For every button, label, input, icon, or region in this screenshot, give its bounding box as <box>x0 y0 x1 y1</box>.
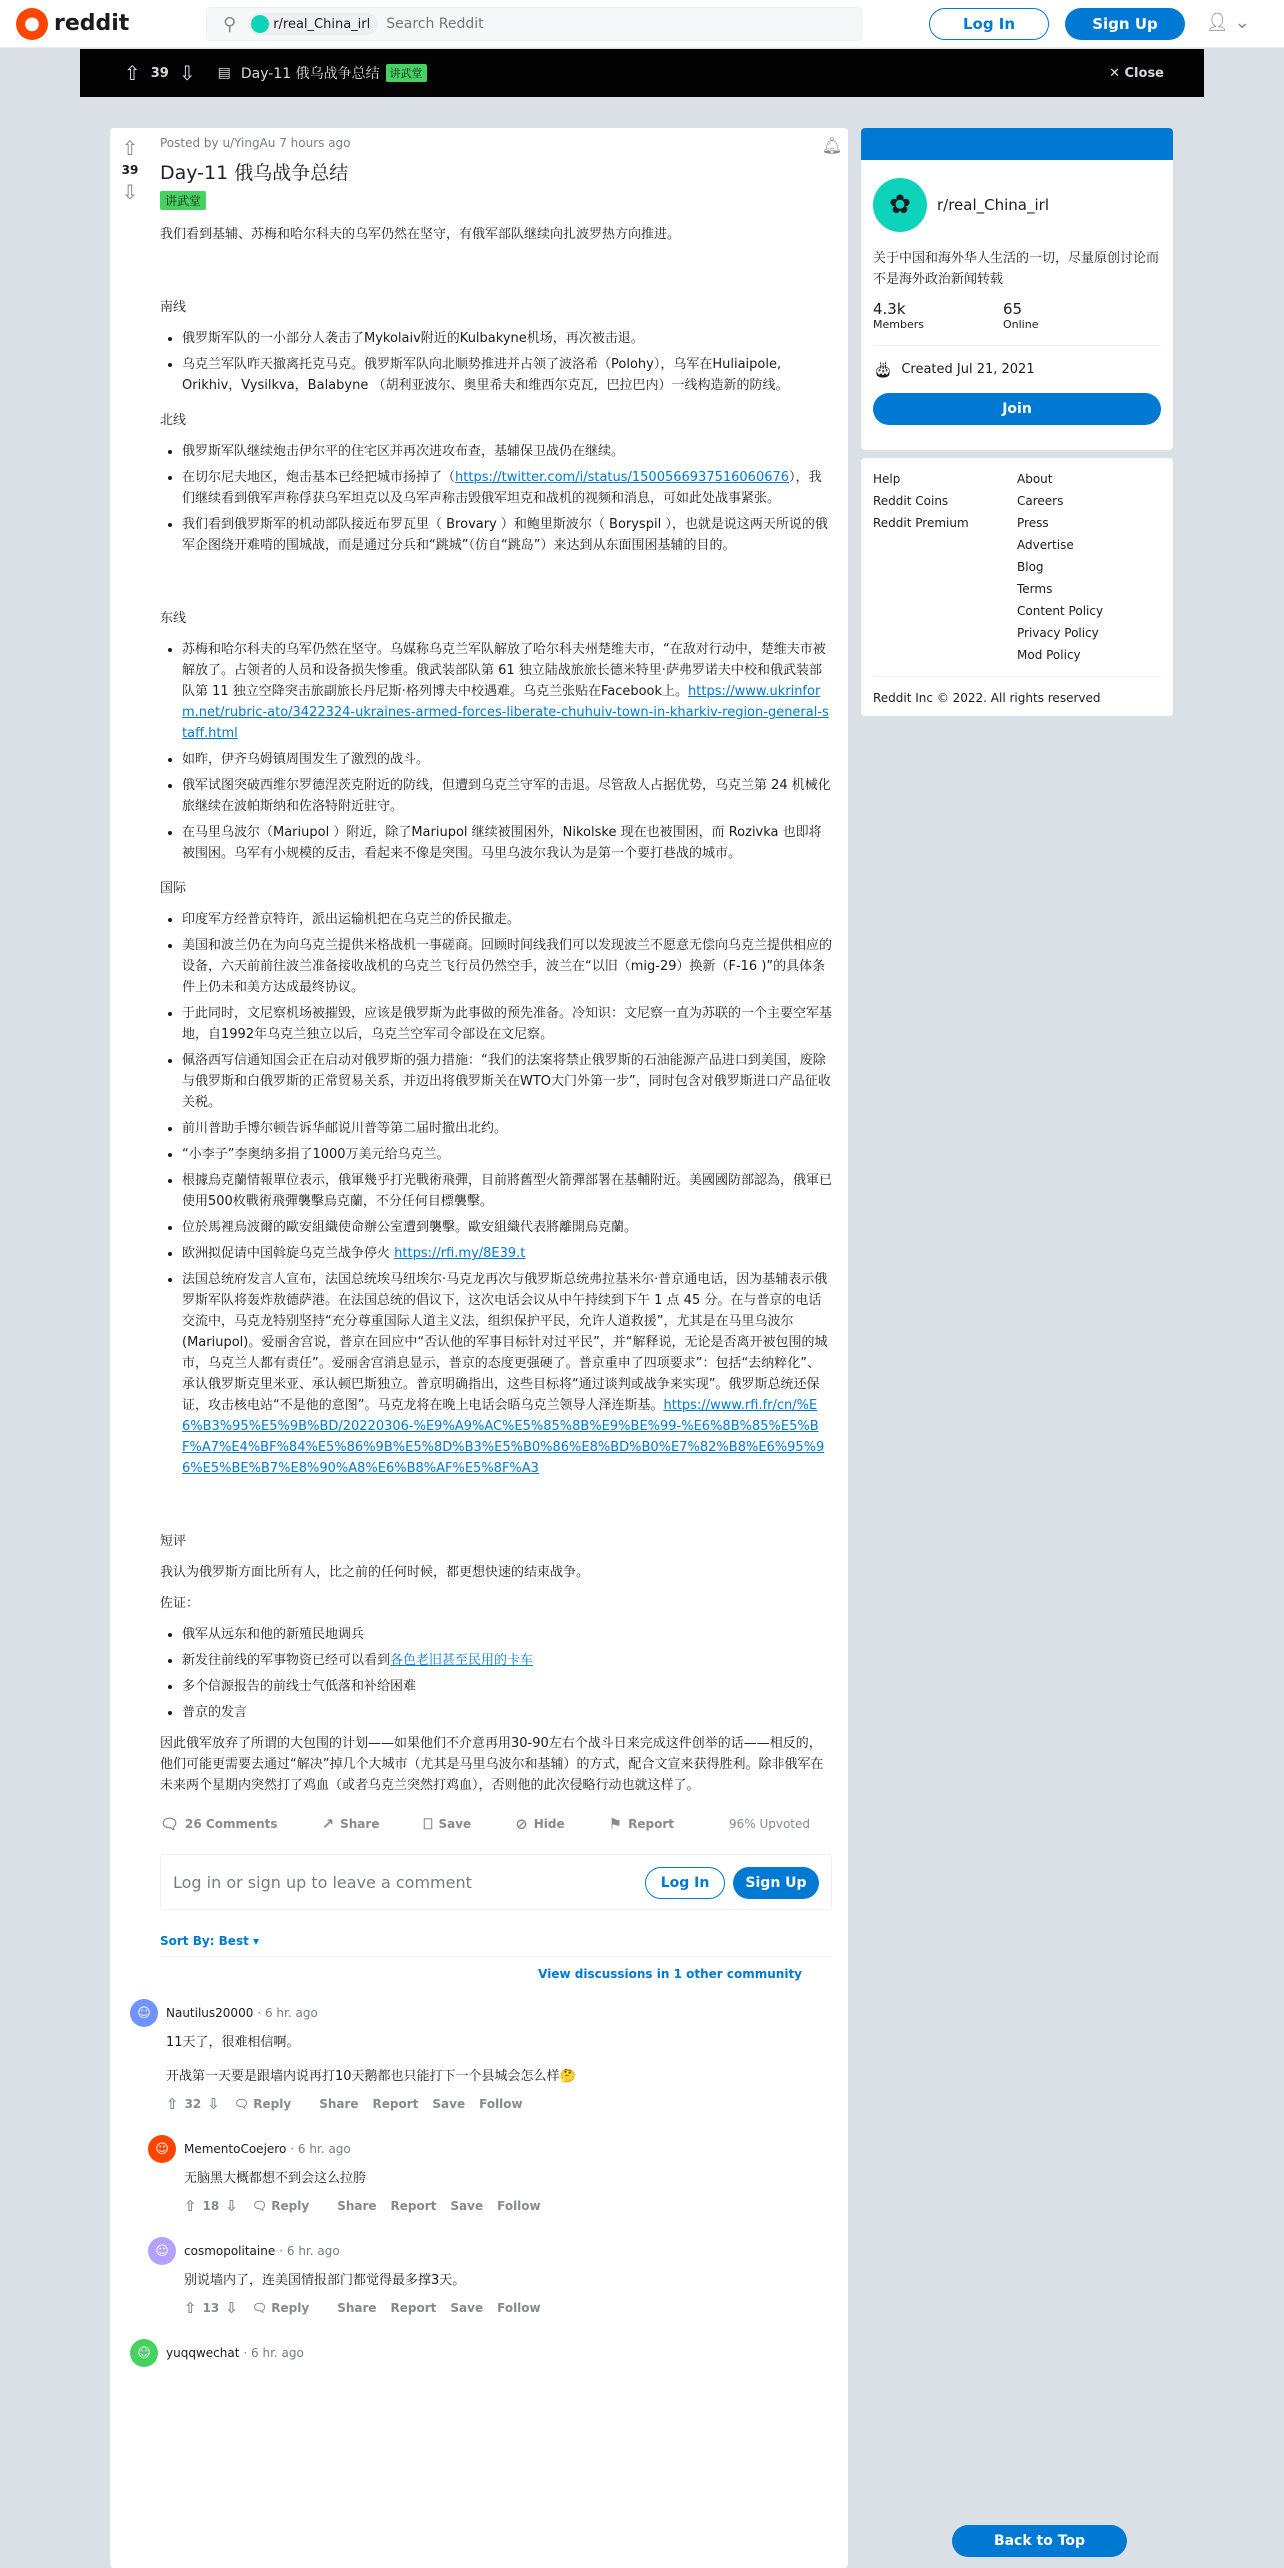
comment-login-prompt: Log in or sign up to leave a comment <box>173 1872 472 1892</box>
comment-username[interactable]: MementoCoejero <box>184 2142 287 2156</box>
footer-links-col1 <box>873 472 1017 670</box>
comment-share-button[interactable]: Share <box>337 2301 377 2315</box>
comment-upvote-icon[interactable]: ⇧ <box>184 2197 197 2215</box>
divider <box>873 345 1161 346</box>
list-item-text: 法国总统府发言人宣布，法国总统埃马纽埃尔·马克龙再次与俄罗斯总统弗拉基米尔·普京通电话，因为基辅表示俄罗斯军队将轰炸敖德萨港。在法国总统的倡议下，这次电话会议从中午持续到下午 1 点 45 分。在与普京的电话交流中，马克龙特别坚持“充分尊重国际人道主义法，组织保护平民，允许人道救援”，尤其是在马里乌波尔(Mariupol)。爱丽舍宫说，普京在回应中“否认他的军事目标针对过平民”，并“解释说，无论是否离开被包围的城市，乌克兰人都有责任”。爱丽舍宫消息显示，普京的态度更强硬了。普京重申了四项要求”：包括“去纳粹化”、承认俄罗斯克里米亚、承认顿巴斯独立。普京明确指出，这些目标将“通过谈判或战争来实现”。俄罗斯总统还保证，攻击核电站“不是他的意图”。马克龙将在晚上电话会晤乌克兰领导人泽连斯基。 <box>182 1272 828 1413</box>
comment-login-button[interactable]: Log In <box>645 1867 725 1899</box>
comment-upvote-icon[interactable]: ⇧ <box>184 2299 197 2317</box>
post-card <box>110 128 848 2568</box>
save-label: Save <box>438 1817 472 1831</box>
post-intro: 我们看到基辅、苏梅和哈尔科夫的乌军仍然在坚守，有俄军部队继续向扎波罗热方向推进。 <box>160 227 681 242</box>
comment-downvote-icon[interactable]: ⇩ <box>225 2299 238 2317</box>
comment-login-box <box>160 1854 832 1910</box>
comment <box>130 2339 832 2367</box>
inline-link[interactable]: 各色老旧甚至民用的卡车 <box>390 1653 534 1668</box>
footer-link[interactable]: Help <box>873 472 901 486</box>
list-item <box>182 1118 832 1139</box>
list-item-text: 美国和波兰仍在为向乌克兰提供米格战机一事磋商。回顾时间线我们可以发现波兰不愿意无偿向乌克兰提供相应的设备，六天前前往波兰准备接收战机的乌克兰飞行员仍然空手，波兰在“以旧（mig-29）换新（F-16 )”的具体条件上仍未和美方达成最终协议。 <box>182 938 833 995</box>
comment-upvote-icon[interactable]: ⇧ <box>166 2095 179 2113</box>
post-votes: 39 <box>121 163 139 177</box>
comment-text: 别说墙内了，连美国情报部门都觉得最多撑3天。 <box>184 2273 466 2288</box>
inline-link[interactable]: https://www.rfi.fr/cn/%E6%B3%95%E5%9B%BD/20220306-%E9%A9%AC%E5%85%8B%E9%BE%99-%E6%8B%85%E5%BF%A7%E4%BF%84%E5%86%9B%E5%8D%B3%E5%B0%86%E8%BD%B0%E7%82%B8%E6%95%96%E5%BE%B7%E8%90%A8%E6%B8%AF%E5%8F%A3 <box>182 1398 825 1476</box>
comment-reply-button[interactable]: 🗨︎ Reply <box>233 2097 292 2111</box>
list-item-text: 位於馬裡烏波爾的歐安組織使命辦公室遭到襲擊。歐安組織代表將離開烏克蘭。 <box>182 1220 638 1235</box>
community-avatar-icon[interactable]: ✿ <box>873 178 927 232</box>
comments-button[interactable] <box>160 1815 300 1833</box>
list-item <box>182 935 832 998</box>
conclusion-text: 因此俄军放弃了所谓的大包围的计划——如果他们不介意再用30-90左右个战斗日来完成这件创举的话——相反的，他们可能更需要去通过“解决”掉几个大城市（尤其是马里乌波尔和基辅）的方式，配合文宣来获得胜利。除非俄军在未来两个星期内突然打了鸡血（或者乌克兰突然打鸡血），否则他的此次侵略行动也就这样了。 <box>160 1736 824 1793</box>
community-description: 关于中国和海外华人生活的一切，尽量原创讨论而不是海外政治新闻转载 <box>873 251 1160 287</box>
user-avatar[interactable]: ☺ <box>148 2135 176 2163</box>
list-item-text: 印度军方经普京特许，派出运输机把在乌克兰的侨民撤走。 <box>182 912 521 927</box>
list-item <box>182 1650 832 1671</box>
save-button[interactable] <box>423 1815 493 1833</box>
comment-save-button[interactable]: Save <box>432 2097 466 2111</box>
list-item-text: 我们看到俄罗斯军的机动部队接近布罗瓦里（ Brovary ）和鲍里斯波尔（ Boryspil ），也就是说这两天所说的俄军企图绕开难啃的围城战，而是通过分兵和“跳城”（仿自“跳岛”）来达到从东面围困基辅的目的。 <box>182 517 828 553</box>
comment-downvote-icon[interactable]: ⇩ <box>225 2197 238 2215</box>
reply-label: Reply <box>271 2199 310 2213</box>
footer-link[interactable]: About <box>1017 472 1053 486</box>
section-heading: 国际 <box>160 881 187 896</box>
post-meta: Posted by u/YingAu 7 hours ago <box>160 136 351 150</box>
comment-text: 无脑黑大概都想不到会这么拉胯 <box>184 2171 367 2186</box>
search-community-chip[interactable] <box>248 13 378 35</box>
post-overlay-bar <box>80 49 1204 97</box>
comments-list <box>130 1999 832 2367</box>
list-item <box>182 441 832 462</box>
downvote-icon[interactable]: ⇩ <box>178 61 196 85</box>
list-item-text: 苏梅和哈尔科夫的乌军仍然在坚守。乌媒称乌克兰军队解放了哈尔科夫州楚维夫市，“在敌对行动中，楚维夫市被解放了。占领者的人员和设备损失惨重。俄武装部队第 61 独立陆战旅旅长德米特里·萨弗罗诺夫中校和俄武装部队第 11 独立空降突击旅副旅长丹尼斯·格列博夫中校遇难。乌克兰张贴在Facebook上。 <box>182 642 826 699</box>
list-item-text: 俄罗斯军队继续炮击伊尔平的住宅区并再次进攻布查，基辅保卫战仍在继续。 <box>182 444 625 459</box>
comment-report-button[interactable]: Report <box>390 2199 437 2213</box>
share-icon: ↗ <box>321 1815 335 1833</box>
comment-time: · 6 hr. ago <box>279 2244 340 2258</box>
comment-icon: 🗨︎ <box>160 1815 180 1833</box>
list-item-text: 欧洲拟促请中国斡旋乌克兰战争停火 <box>182 1246 395 1261</box>
notification-bell-icon[interactable]: 🔔︎ <box>821 136 842 155</box>
comment-time: · 6 hr. ago <box>290 2142 351 2156</box>
vote-column <box>110 128 150 204</box>
list-item-text: 根據烏克蘭情報單位表示，俄軍幾乎打光戰術飛彈，目前將舊型火箭彈部署在基輔附近。美國國防部認為，俄軍已使用500枚戰術飛彈襲擊烏克蘭，不分任何目標襲擊。 <box>182 1173 833 1209</box>
cake-icon: 🎂︎ <box>873 360 894 379</box>
inline-link[interactable]: https://rfi.my/8E39.t <box>394 1246 526 1261</box>
reddit-logo[interactable] <box>16 8 129 40</box>
comment-signup-button[interactable]: Sign Up <box>733 1867 819 1899</box>
signup-button[interactable]: Sign Up <box>1065 8 1185 40</box>
comment-reply-button[interactable]: 🗨︎ Reply <box>251 2199 310 2213</box>
user-avatar[interactable]: ☺ <box>130 2339 158 2367</box>
community-icon <box>251 15 269 33</box>
footer-link[interactable]: Advertise <box>1017 538 1074 552</box>
members-label: Members <box>873 318 924 331</box>
comment-share-button[interactable]: Share <box>319 2097 359 2111</box>
list-item-text: 乌克兰军队昨天撤离托克马克。俄罗斯军队向北顺势推进并占领了波洛希（Polohy），乌军在Huliaipole, Orikhiv，Vysilkva，Balabyne （胡利亚波尔、奥里希夫和维西尔克瓦，巴拉巴内）一线构造新的防线。 <box>182 357 789 393</box>
footer-link[interactable]: Press <box>1017 516 1049 530</box>
close-button[interactable] <box>1109 66 1164 81</box>
reply-label: Reply <box>253 2097 292 2111</box>
list-item <box>182 467 832 509</box>
list-item <box>182 909 832 930</box>
comment <box>130 1999 832 2113</box>
footer-link[interactable]: Blog <box>1017 560 1044 574</box>
postbar-flair: 讲武堂 <box>386 64 427 82</box>
upvote-icon[interactable]: ⇧ <box>124 61 141 85</box>
sort-dropdown[interactable] <box>160 1934 832 1948</box>
divider <box>873 676 1161 677</box>
comment-text: 开战第一天要是跟墙内说再打10天鹅都也只能打下一个县城会怎么样🤔 <box>166 2069 576 2084</box>
search-chip-label: r/real_China_irl <box>273 16 371 32</box>
comment-follow-button[interactable]: Follow <box>479 2097 523 2111</box>
footer-link[interactable]: Reddit Coins <box>873 494 949 508</box>
user-menu-icon[interactable]: 👤︎ ⌄ <box>1206 12 1250 33</box>
list-item <box>182 1243 832 1264</box>
review-text: 我认为俄罗斯方面比所有人，比之前的任何时候，都更想快速的结束战争。 <box>160 1565 590 1580</box>
list-item <box>182 514 832 556</box>
comment-report-button[interactable]: Report <box>390 2301 437 2315</box>
section-heading: 北线 <box>160 413 187 428</box>
inline-link[interactable]: https://www.ukrinform.net/rubric-ato/3422324-ukraines-armed-forces-liberate-chuhuiv-town-in-kharkiv-region-general-staff.html <box>182 684 829 741</box>
comment-save-button[interactable]: Save <box>450 2301 484 2315</box>
comment-username[interactable]: yuqqwechat <box>166 2346 240 2360</box>
list-item <box>182 1170 832 1212</box>
list-item <box>182 749 832 770</box>
login-button[interactable]: Log In <box>929 8 1049 40</box>
list-item <box>182 1269 832 1479</box>
list-item <box>182 775 832 817</box>
review-heading: 短评 <box>160 1534 187 1549</box>
user-avatar[interactable]: ☺ <box>148 2237 176 2265</box>
footer-link[interactable]: Mod Policy <box>1017 648 1081 662</box>
share-label: Share <box>340 1817 380 1831</box>
section-list <box>160 328 832 396</box>
section-heading: 东线 <box>160 611 187 626</box>
post-icon: ▤ <box>217 65 231 81</box>
list-item <box>182 1050 832 1113</box>
search-bar[interactable] <box>206 7 862 41</box>
footer-link[interactable]: Content Policy <box>1017 604 1104 618</box>
upvoted-percent: 96% Upvoted <box>728 1817 810 1831</box>
evidence-heading: 佐证： <box>160 1596 200 1611</box>
list-item-text: 多个信源报告的前线士气低落和补给困难 <box>182 1679 417 1694</box>
other-discussions-link[interactable]: View discussions in 1 other community <box>538 1967 802 1981</box>
list-item <box>182 1676 832 1697</box>
post-body <box>160 224 832 1796</box>
list-item-text: 新发往前线的军事物资已经可以看到 <box>182 1653 391 1668</box>
footer-link[interactable]: Careers <box>1017 494 1064 508</box>
list-item-text: 在马里乌波尔（Mariupol ）附近，除了Mariupol 继续被围困外，Nikolske 现在也被围困，而 Rozivka 也即将被围困。乌军有小规模的反击，看起来不像是突围。马里乌波尔我认为是第一个要打巷战的城市。 <box>182 825 822 861</box>
report-label: Report <box>628 1817 674 1831</box>
list-item <box>182 1217 832 1238</box>
online-count: 65 <box>1003 300 1023 318</box>
divider <box>160 1956 832 1957</box>
user-avatar[interactable]: ☺ <box>130 1999 158 2027</box>
community-banner <box>861 128 1173 160</box>
comment-username[interactable]: cosmopolitaine <box>184 2244 276 2258</box>
comment-follow-button[interactable]: Follow <box>497 2199 541 2213</box>
section-heading: 南线 <box>160 300 187 315</box>
list-item-text: 在切尔尼夫地区，炮击基本已经把城市扬掉了（ <box>182 470 456 485</box>
inline-link[interactable]: https://twitter.com/i/status/1500566937516060676 <box>455 470 790 485</box>
list-item <box>182 639 832 744</box>
hide-button[interactable] <box>515 1815 586 1833</box>
logo-text: reddit <box>54 11 130 36</box>
comment-votes: 18 <box>202 2199 220 2213</box>
list-item-text: 俄罗斯军队的一小部分人袭击了Mykolaiv附近的Kulbakyne机场，再次被击退。 <box>182 331 644 346</box>
comment-votes: 32 <box>184 2097 202 2111</box>
list-item <box>182 1624 832 1645</box>
comment-report-button[interactable]: Report <box>372 2097 419 2111</box>
post-downvote-icon[interactable]: ⇩ <box>121 180 139 204</box>
list-item <box>182 1702 832 1723</box>
post-flair[interactable]: 讲武堂 <box>160 191 206 210</box>
hide-icon: ⊘ <box>515 1815 528 1833</box>
list-item <box>182 1003 832 1045</box>
footer-link[interactable]: Reddit Premium <box>873 516 969 530</box>
postbar-votes: 39 <box>150 65 169 81</box>
list-item-text: ），我们继续看到俄军声称俘获乌军坦克以及乌军声称击毁俄军坦克和战机的视频和消息，可如此处战事紧张。 <box>182 470 822 506</box>
section-list <box>160 639 832 864</box>
list-item-text: 俄军从远东和他的新殖民地调兵 <box>182 1627 365 1642</box>
section-list <box>160 441 832 556</box>
report-button[interactable] <box>609 1815 696 1833</box>
reply-label: Reply <box>271 2301 310 2315</box>
created-date: Created Jul 21, 2021 <box>901 362 1035 377</box>
list-item-text: 如昨，伊齐乌姆镇周围发生了激烈的战斗。 <box>182 752 430 767</box>
close-label: Close <box>1124 65 1164 81</box>
comment-text: 11天了，很难相信啊。 <box>166 2035 300 2050</box>
comment-follow-button[interactable]: Follow <box>497 2301 541 2315</box>
post-title: Day-11 俄乌战争总结 <box>160 162 349 184</box>
section-list <box>160 909 832 1479</box>
footer-links-col2 <box>1017 472 1161 670</box>
comment-votes: 13 <box>202 2301 220 2315</box>
comment-username[interactable]: Nautilus20000 <box>166 2006 254 2020</box>
online-label: Online <box>1003 318 1039 331</box>
postbar-title: Day-11 俄乌战争总结 <box>240 66 380 82</box>
flag-icon: ⚑ <box>608 1815 623 1833</box>
list-item <box>182 354 832 396</box>
top-bar <box>0 0 1284 48</box>
copyright: Reddit Inc © 2022. All rights reserved <box>873 691 1101 705</box>
sort-label: Sort By: Best <box>160 1934 249 1948</box>
footer-link[interactable]: Terms <box>1017 582 1053 596</box>
comment-time: · 6 hr. ago <box>257 2006 318 2020</box>
list-item-text: 佩洛西写信通知国会正在启动对俄罗斯的强力措施：“我们的法案将禁止俄罗斯的石油能源产品进口到美国，废除与俄罗斯和白俄罗斯的正常贸易关系，并迈出将俄罗斯关在WTO大门外第一步”，同时包含对俄罗斯进口产品征收关税。 <box>182 1053 831 1110</box>
close-icon: ✕ <box>1109 65 1125 81</box>
list-item <box>182 328 832 349</box>
back-to-top-button[interactable]: Back to Top <box>952 2525 1127 2557</box>
list-item-text: “小李子”李奥纳多捐了1000万美元给乌克兰。 <box>182 1147 450 1162</box>
search-input[interactable] <box>386 16 786 32</box>
footer-link[interactable]: Privacy Policy <box>1017 626 1099 640</box>
list-item-text: 俄军试图突破西维尔罗德涅茨克附近的防线，但遭到乌克兰守军的击退。尽管敌人占据优势，乌克兰第 24 机械化旅继续在波帕斯纳和佐洛特附近驻守。 <box>182 778 831 814</box>
comment-save-button[interactable]: Save <box>450 2199 484 2213</box>
hide-label: Hide <box>533 1817 565 1831</box>
post-upvote-icon[interactable]: ⇧ <box>121 136 139 160</box>
footer-links-card <box>861 458 1173 716</box>
share-button[interactable] <box>322 1815 402 1833</box>
search-icon: ⚲ <box>223 13 237 35</box>
list-item <box>182 1144 832 1165</box>
list-item-text: 前川普助手博尔顿告诉华邮说川普等第二届时撤出北约。 <box>182 1121 508 1136</box>
comment-downvote-icon[interactable]: ⇩ <box>207 2095 220 2113</box>
members-count: 4.3k <box>873 300 906 318</box>
comment-reply-button[interactable]: 🗨︎ Reply <box>251 2301 310 2315</box>
post-actions <box>160 1808 832 1840</box>
comment-share-button[interactable]: Share <box>337 2199 377 2213</box>
list-item-text: 于此同时，文尼察机场被摧毁，应该是俄罗斯为此事做的预先准备。冷知识：文尼察一直为苏联的一个主要空军基地，自1992年乌克兰独立以后，乌克兰空军司令部设在文尼察。 <box>182 1006 833 1042</box>
join-button[interactable]: Join <box>873 393 1161 425</box>
list-item-text: 普京的发言 <box>182 1705 248 1720</box>
save-icon: ⎕ <box>423 1815 433 1833</box>
community-card <box>861 128 1173 450</box>
evidence-list <box>160 1624 832 1723</box>
caret-down-icon: ▾ <box>253 1934 260 1948</box>
comment-time: · 6 hr. ago <box>243 2346 304 2360</box>
comment <box>148 2135 832 2215</box>
list-item <box>182 822 832 864</box>
post-content <box>137 136 833 2389</box>
reddit-alien-icon: ● <box>16 8 48 40</box>
comment <box>148 2237 832 2317</box>
community-name[interactable]: r/real_China_irl <box>937 196 1049 214</box>
comments-label: 26 Comments <box>185 1817 278 1831</box>
